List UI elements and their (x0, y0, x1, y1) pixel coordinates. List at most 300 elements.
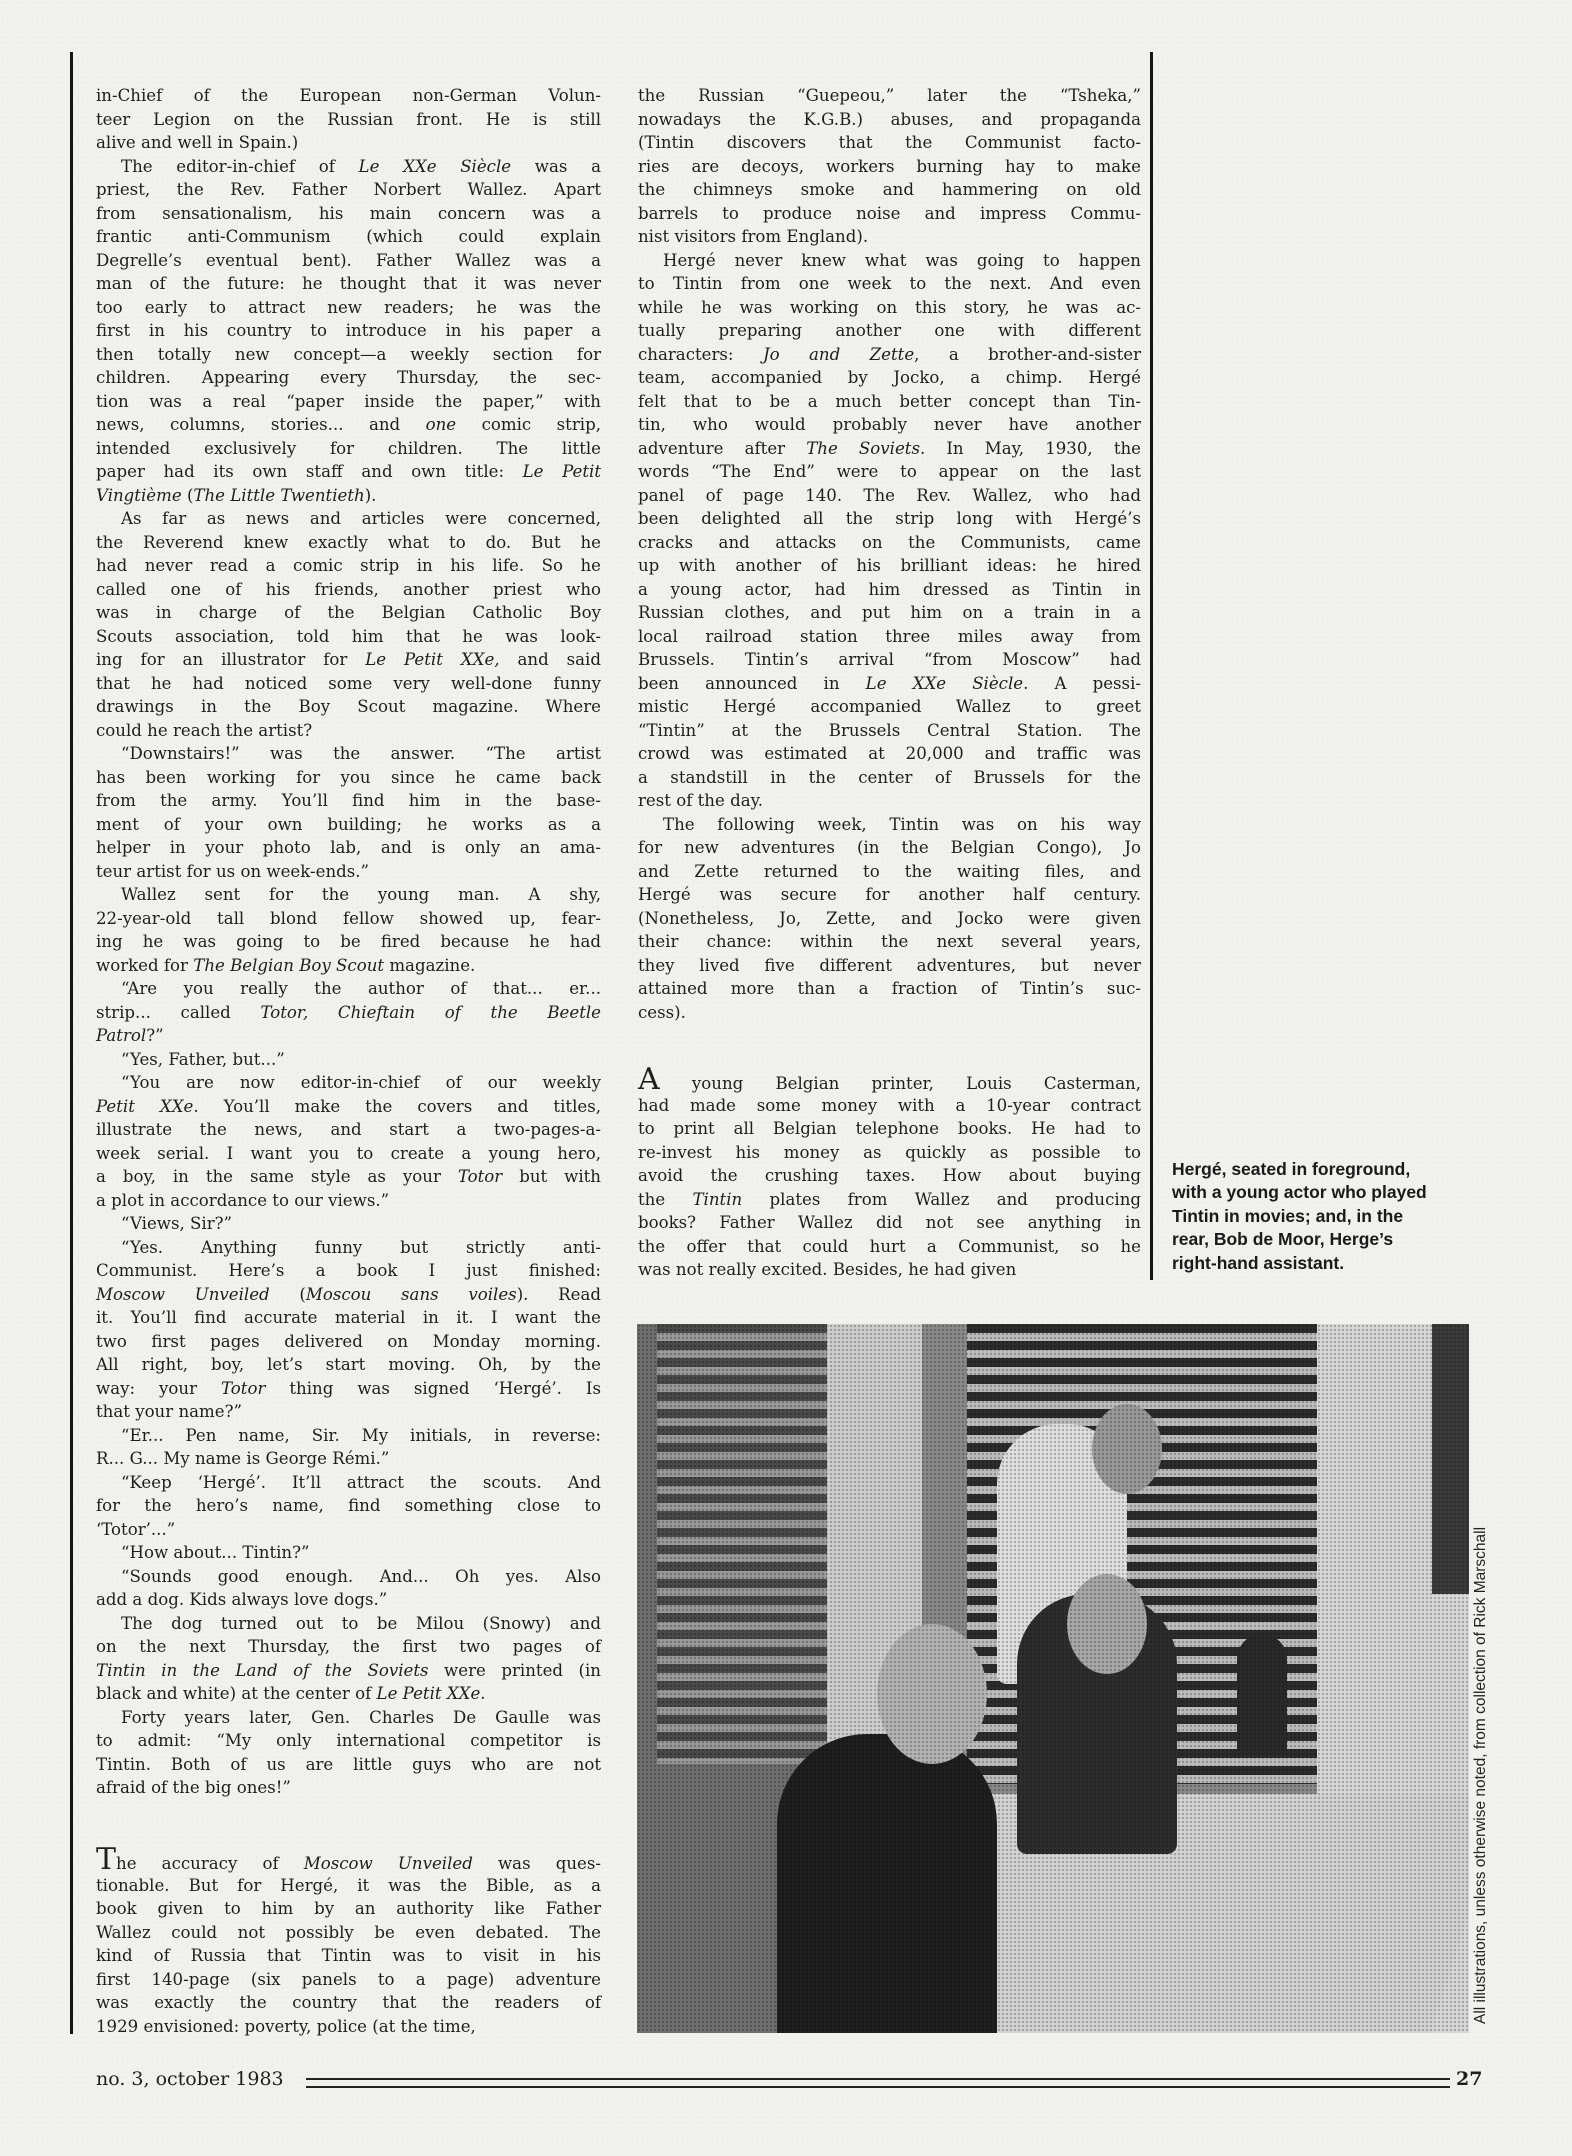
text-run: characters: (638, 344, 763, 364)
text-run: “You are now editor-in-chief of our weekly (121, 1073, 601, 1092)
text-run: cracks and attacks on the Communists, came (638, 532, 1141, 552)
paragraph (638, 1062, 1141, 1282)
text-line (96, 1776, 601, 1800)
text-run: As far as news and articles were concerned, (121, 509, 601, 528)
italic-title: Totor, Chieftain of the Beetle (260, 1002, 601, 1022)
text-line (638, 460, 1141, 484)
paragraph (96, 507, 601, 742)
photo-caption (1172, 1158, 1452, 1275)
text-run: . In May, 1930, the (919, 438, 1141, 458)
text-line (96, 1991, 601, 2015)
text-line (96, 672, 601, 696)
text-run: ). Read (516, 1284, 601, 1304)
text-line (96, 202, 601, 226)
text-line (96, 366, 601, 390)
text-line (96, 437, 601, 461)
text-line (96, 1189, 601, 1213)
italic-title: The Little Twentieth (193, 485, 365, 505)
text-run: paper had its own staff and own title: (96, 462, 523, 481)
text-run: children. Appearing every Thursday, the sec- (96, 368, 601, 387)
text-run: the offer that could hurt a Communist, so he (638, 1236, 1141, 1256)
text-run: ( (269, 1284, 306, 1304)
text-run: was ques- (472, 1854, 601, 1873)
paragraph (638, 249, 1141, 813)
text-line (638, 1235, 1141, 1259)
text-run: “Tintin” at the Brussels Central Station. The (638, 720, 1141, 740)
text-run: . A pessi- (1023, 673, 1141, 693)
text-run: in-Chief of the European non-German Volun- (96, 86, 601, 105)
text-line (638, 789, 1141, 813)
text-line (638, 413, 1141, 437)
text-run: tin, who would probably never have another (638, 415, 1141, 434)
text-line (96, 719, 601, 743)
text-line (638, 178, 1141, 202)
text-line (96, 272, 601, 296)
text-line (96, 507, 601, 531)
text-line (638, 977, 1141, 1001)
italic-title: Moscow Unveiled (303, 1854, 473, 1873)
text-line (638, 1141, 1141, 1165)
paragraph (96, 1471, 601, 1542)
text-run: worked for (96, 955, 194, 975)
text-line (638, 672, 1141, 696)
text-line (96, 155, 601, 179)
text-run: kind of Russia that Tintin was to visit in his (96, 1946, 601, 1965)
text-run: first 140-page (six panels to a page) adventure (96, 1969, 601, 1989)
text-run: to admit: “My only international competitor is (96, 1731, 601, 1750)
text-line (96, 648, 601, 672)
text-line (96, 554, 601, 578)
text-run: plates from Wallez and producing (742, 1189, 1141, 1209)
text-run: it. You’ll find accurate material in it. I want the (96, 1308, 601, 1327)
text-run: crowd was estimated at 20,000 and traffic was (638, 744, 1141, 763)
paragraph (96, 977, 601, 1048)
paragraph (96, 1212, 601, 1236)
text-line (96, 789, 601, 813)
paragraph (638, 813, 1141, 1025)
middle-column-rule (1150, 52, 1153, 1280)
text-line (96, 1095, 601, 1119)
text-line (638, 296, 1141, 320)
text-line (96, 695, 601, 719)
text-run: week serial. I want you to create a young hero, (96, 1143, 601, 1163)
text-run: Tintin. Both of us are little guys who are not (96, 1754, 601, 1774)
article-section (638, 84, 1141, 1024)
text-line (638, 1164, 1141, 1188)
text-run: Brussels. Tintin’s arrival “from Moscow” had (638, 650, 1141, 669)
text-line (638, 202, 1141, 226)
text-run: tion was a real “paper inside the paper,” with (96, 391, 601, 411)
text-run: and Zette returned to the waiting files, and (638, 861, 1141, 881)
text-line (96, 413, 601, 437)
text-run: thing was signed ‘Hergé’. Is (265, 1378, 601, 1398)
text-line (638, 954, 1141, 978)
photo-halftone (637, 1324, 1469, 2033)
text-run: the chimneys smoke and hammering on old (638, 180, 1141, 199)
text-run: attained more than a fraction of Tintin’s suc- (638, 979, 1141, 998)
text-line (638, 648, 1141, 672)
text-run: Scouts association, told him that he was look- (96, 626, 601, 646)
text-line (96, 1494, 601, 1518)
text-run: then totally new concept—a weekly section for (96, 344, 601, 364)
text-line (96, 1921, 601, 1945)
text-line (638, 601, 1141, 625)
text-line (96, 907, 601, 931)
text-line (96, 1659, 601, 1683)
italic-title: Totor (457, 1167, 503, 1186)
text-line (638, 836, 1141, 860)
text-run: ‘Totor’...” (96, 1519, 176, 1539)
text-run: that your name?” (96, 1402, 242, 1421)
italic-title: Petit XXe (96, 1096, 194, 1116)
text-run: Forty years later, Gen. Charles De Gaulle was (121, 1707, 601, 1727)
text-run: the Reverend knew exactly what to do. But he (96, 532, 601, 552)
text-line (96, 1118, 601, 1142)
text-run: comic strip, (456, 415, 601, 434)
text-run: that he had noticed some very well-done funny (96, 673, 601, 693)
text-run: had never read a comic strip in his life. So he (96, 556, 601, 575)
text-run: the (638, 1189, 693, 1209)
italic-title: one (425, 415, 457, 434)
text-run: was in charge of the Belgian Catholic Boy (96, 603, 601, 622)
caption-line: Tintin in movies; and, in the (1172, 1205, 1404, 1226)
text-line (96, 1729, 601, 1753)
text-run: for the hero’s name, find something close to (96, 1496, 601, 1515)
paragraph (96, 883, 601, 977)
text-line (96, 883, 601, 907)
text-run: Hergé was secure for another half century. (638, 885, 1141, 904)
text-line (96, 1565, 601, 1589)
text-run: alive and well in Spain.) (96, 133, 299, 152)
article-section (96, 1842, 601, 2038)
text-run: cess). (638, 1002, 686, 1022)
text-line (638, 625, 1141, 649)
text-run: afraid of the big ones!” (96, 1778, 291, 1797)
italic-title: Tintin in the Land of the Soviets (96, 1660, 429, 1680)
text-line (96, 1236, 601, 1260)
text-line (96, 1306, 601, 1330)
text-run: felt that to be a much better concept than Tin- (638, 391, 1141, 411)
text-line (638, 554, 1141, 578)
text-line (638, 484, 1141, 508)
text-line (96, 1048, 601, 1072)
italic-title: Le XXe Siècle (358, 156, 512, 176)
text-line (96, 860, 601, 884)
text-run: “How about... Tintin?” (121, 1543, 310, 1562)
text-run: Wallez sent for the young man. A shy, (121, 885, 601, 904)
text-run: barrels to produce noise and impress Commu- (638, 203, 1141, 223)
text-line (638, 1094, 1141, 1118)
text-run: the Russian “Guepeou,” later the “Tsheka,” (638, 86, 1141, 105)
italic-title: Le XXe Siècle (865, 673, 1024, 693)
text-line (96, 178, 601, 202)
paragraph (96, 1071, 601, 1212)
text-line (638, 131, 1141, 155)
text-line (638, 343, 1141, 367)
text-line (96, 601, 601, 625)
text-run: “Sounds good enough. And... Oh yes. Also (121, 1566, 601, 1586)
text-line (96, 1424, 601, 1448)
text-line (96, 108, 601, 132)
text-line (638, 437, 1141, 461)
text-line (638, 531, 1141, 555)
article-section (96, 84, 601, 1800)
text-run: The dog turned out to be Milou (Snowy) and (121, 1613, 601, 1633)
paragraph (96, 1842, 601, 2038)
text-run: ing for an illustrator for (96, 650, 366, 669)
text-line (96, 1330, 601, 1354)
text-line (638, 84, 1141, 108)
text-line (638, 1211, 1141, 1235)
italic-title: The Soviets (806, 438, 920, 458)
text-line (96, 1400, 601, 1424)
text-line (638, 883, 1141, 907)
text-line (96, 578, 601, 602)
text-run: All right, boy, let’s start moving. Oh, by the (96, 1355, 601, 1374)
text-run: was exactly the country that the readers of (96, 1993, 601, 2012)
text-run: ( (181, 485, 194, 505)
text-run: ?” (146, 1026, 164, 1045)
text-run: could he reach the artist? (96, 720, 313, 740)
text-run: a plot in accordance to our views.” (96, 1190, 390, 1210)
italic-title: Tintin (692, 1189, 743, 1209)
caption-line: Hergé, seated in foreground, (1172, 1159, 1411, 1179)
text-line (96, 131, 601, 155)
paragraph (96, 742, 601, 883)
text-run: tionable. But for Hergé, it was the Bible, as a (96, 1875, 601, 1895)
text-line (96, 1142, 601, 1166)
footer-rule-top (306, 2078, 1450, 2080)
text-line (96, 1212, 601, 1236)
paragraph (96, 84, 601, 155)
paragraph (96, 1541, 601, 1565)
text-line (638, 742, 1141, 766)
text-line (96, 1706, 601, 1730)
text-line (96, 1377, 601, 1401)
text-line (638, 366, 1141, 390)
text-line (96, 390, 601, 414)
text-line (638, 507, 1141, 531)
text-run: (Nonetheless, Jo, Zette, and Jocko were given (638, 908, 1141, 928)
text-run: team, accompanied by Jocko, a chimp. Hergé (638, 368, 1141, 387)
text-run: drawings in the Boy Scout magazine. Where (96, 697, 601, 716)
text-line (638, 1062, 1141, 1097)
photo-herge-studio (637, 1324, 1469, 2033)
text-run: priest, the Rev. Father Norbert Wallez. Apart (96, 180, 601, 199)
text-line (638, 249, 1141, 273)
text-line (96, 1541, 601, 1565)
italic-title: Le Petit XXe. (376, 1684, 486, 1703)
text-run: teer Legion on the Russian front. He is still (96, 109, 601, 129)
text-line (96, 625, 601, 649)
text-run: ries are decoys, workers burning hay to make (638, 156, 1141, 176)
text-line (96, 531, 601, 555)
italic-title: Le Petit XXe, (365, 650, 500, 669)
left-column-rule (70, 52, 73, 2034)
text-run: avoid the crushing taxes. How about buying (638, 1166, 1141, 1185)
text-run: up with another of his brilliant ideas: he hired (638, 556, 1141, 575)
text-line (96, 1165, 601, 1189)
text-line (638, 578, 1141, 602)
text-run: first in his country to introduce in his paper a (96, 321, 601, 340)
italic-title: Vingtième (96, 485, 182, 505)
text-line (96, 343, 601, 367)
text-run: words “The End” were to appear on the last (638, 462, 1141, 481)
text-run: been delighted all the strip long with Hergé’s (638, 509, 1141, 528)
text-run: too early to attract new readers; he was the (96, 297, 601, 317)
text-run: rest of the day. (638, 791, 764, 810)
text-run: to print all Belgian telephone books. He had to (638, 1119, 1141, 1138)
text-line (96, 1283, 601, 1307)
text-line (638, 907, 1141, 931)
text-line (96, 1944, 601, 1968)
text-line (96, 1842, 601, 1877)
text-run: adventure after (638, 438, 807, 458)
text-run: they lived five different adventures, but never (638, 955, 1141, 975)
text-run: The following week, Tintin was on his way (663, 814, 1141, 834)
text-line (638, 813, 1141, 837)
text-run: way: your (96, 1378, 222, 1398)
text-run: young Belgian printer, Louis Casterman, (659, 1074, 1141, 1093)
text-line (96, 954, 601, 978)
text-run: “Downstairs!” was the answer. “The artist (121, 744, 601, 763)
text-line (96, 1471, 601, 1495)
text-line (96, 1753, 601, 1777)
paragraph (96, 1706, 601, 1800)
text-run: and said (499, 650, 601, 669)
text-line (96, 2015, 601, 2039)
paragraph (96, 1612, 601, 1706)
text-run: a boy, in the same style as your (96, 1167, 458, 1186)
text-run: The editor-in-chief of (121, 156, 359, 176)
text-run: from sensationalism, his main concern was a (96, 203, 601, 223)
text-run: 1929 envisioned: poverty, police (at the time, (96, 2016, 476, 2036)
text-run: Degrelle’s eventual bent). Father Wallez was a (96, 250, 601, 270)
paragraph (96, 155, 601, 508)
text-run: illustrate the news, and start a two-pages-a- (96, 1120, 601, 1139)
text-line (96, 296, 601, 320)
text-run: books? Father Wallez did not see anything in (638, 1213, 1141, 1232)
text-run: mistic Hergé accompanied Wallez to greet (638, 697, 1141, 716)
text-line (96, 319, 601, 343)
text-line (638, 272, 1141, 296)
text-run: for new adventures (in the Belgian Congo), Jo (638, 838, 1141, 857)
text-run: two first pages delivered on Monday morning. (96, 1331, 601, 1351)
text-line (96, 84, 601, 108)
caption-line: with a young actor who played (1172, 1182, 1427, 1203)
text-run: “Yes. Anything funny but strictly anti- (121, 1237, 601, 1257)
text-run: been announced in (638, 673, 866, 693)
text-line (96, 1024, 601, 1048)
paragraph (638, 84, 1141, 249)
text-line (638, 766, 1141, 790)
text-line (638, 155, 1141, 179)
text-line (96, 460, 601, 484)
italic-title: Totor (221, 1378, 266, 1398)
italic-title: Moscou sans voiles (305, 1284, 517, 1304)
text-run: “Keep ‘Hergé’. It’ll attract the scouts. And (121, 1472, 601, 1492)
text-line (638, 225, 1141, 249)
text-run: strip... called (96, 1002, 261, 1022)
text-line (96, 977, 601, 1001)
text-line (638, 390, 1141, 414)
text-line (96, 1071, 601, 1095)
text-run: man of the future: he thought that it was never (96, 274, 601, 293)
paragraph (96, 1048, 601, 1072)
text-run: teur artist for us on week-ends.” (96, 861, 370, 881)
paragraph (96, 1424, 601, 1471)
text-run: , a brother-and-sister (914, 344, 1142, 364)
text-line (638, 319, 1141, 343)
text-line (96, 1897, 601, 1921)
text-line (96, 1259, 601, 1283)
text-run: “Are you really the author of that... er... (121, 979, 601, 998)
text-line (638, 860, 1141, 884)
text-run: were printed (in (428, 1660, 601, 1680)
photo-credit: All illustrations, unless otherwise noted, from collection of Rick Marschall (1472, 1526, 1489, 2024)
text-run: local railroad station three miles away from (638, 626, 1141, 646)
text-run: had made some money with a 10-year contract (638, 1095, 1141, 1115)
initial-letter: T (96, 1842, 117, 1877)
text-run: frantic anti-Communism (which could explain (96, 227, 601, 246)
text-line (96, 1874, 601, 1898)
text-run: tually preparing another one with different (638, 321, 1141, 340)
article-section (638, 1062, 1141, 1282)
text-line (96, 1588, 601, 1612)
text-run: from the army. You’ll find him in the base- (96, 791, 601, 810)
text-run: Wallez could not possibly be even debated. The (96, 1922, 601, 1942)
text-run: magazine. (384, 955, 476, 975)
text-run: add a dog. Kids always love dogs.” (96, 1590, 388, 1609)
text-run: while he was working on this story, he was ac- (638, 297, 1141, 317)
text-run: their chance: within the next several years, (638, 932, 1141, 951)
italic-title: The Belgian Boy Scout (193, 955, 385, 975)
text-line (638, 930, 1141, 954)
text-run: book given to him by an authority like Father (96, 1899, 601, 1918)
text-line (96, 742, 601, 766)
paragraph (96, 1236, 601, 1424)
text-run: panel of page 140. The Rev. Wallez, who had (638, 485, 1141, 505)
text-line (96, 1447, 601, 1471)
text-line (96, 1353, 601, 1377)
text-run: “Views, Sir?” (121, 1214, 233, 1233)
text-run: nist visitors from England). (638, 227, 869, 246)
text-run: 22-year-old tall blond fellow showed up, fear- (96, 908, 601, 928)
text-line (96, 1518, 601, 1542)
text-line (96, 1635, 601, 1659)
text-run: on the next Thursday, the first two pages of (96, 1637, 601, 1656)
text-run: but with (502, 1167, 601, 1186)
text-run: intended exclusively for children. The little (96, 438, 601, 458)
text-run: helper in your photo lab, and is only an ama- (96, 838, 601, 857)
text-line (638, 108, 1141, 132)
initial-letter: A (638, 1062, 660, 1097)
text-run: R... G... My name is George Rémi.” (96, 1449, 390, 1468)
text-run: was not really excited. Besides, he had given (638, 1260, 1017, 1279)
text-run: ing he was going to be fired because he had (96, 932, 601, 951)
text-line (96, 1682, 601, 1706)
italic-title: Jo and Zette (762, 344, 915, 364)
text-line (638, 1001, 1141, 1025)
text-run: ). (364, 485, 377, 505)
text-run: black and white) at the center of (96, 1684, 377, 1703)
text-run: a standstill in the center of Brussels for the (638, 767, 1141, 787)
text-line (638, 1258, 1141, 1282)
issue-date: no. 3, october 1983 (96, 2068, 284, 2090)
text-run: was a (511, 156, 601, 176)
text-run: Communist. Here’s a book I just finished: (96, 1261, 601, 1280)
footer-rule-bottom (306, 2086, 1450, 2088)
